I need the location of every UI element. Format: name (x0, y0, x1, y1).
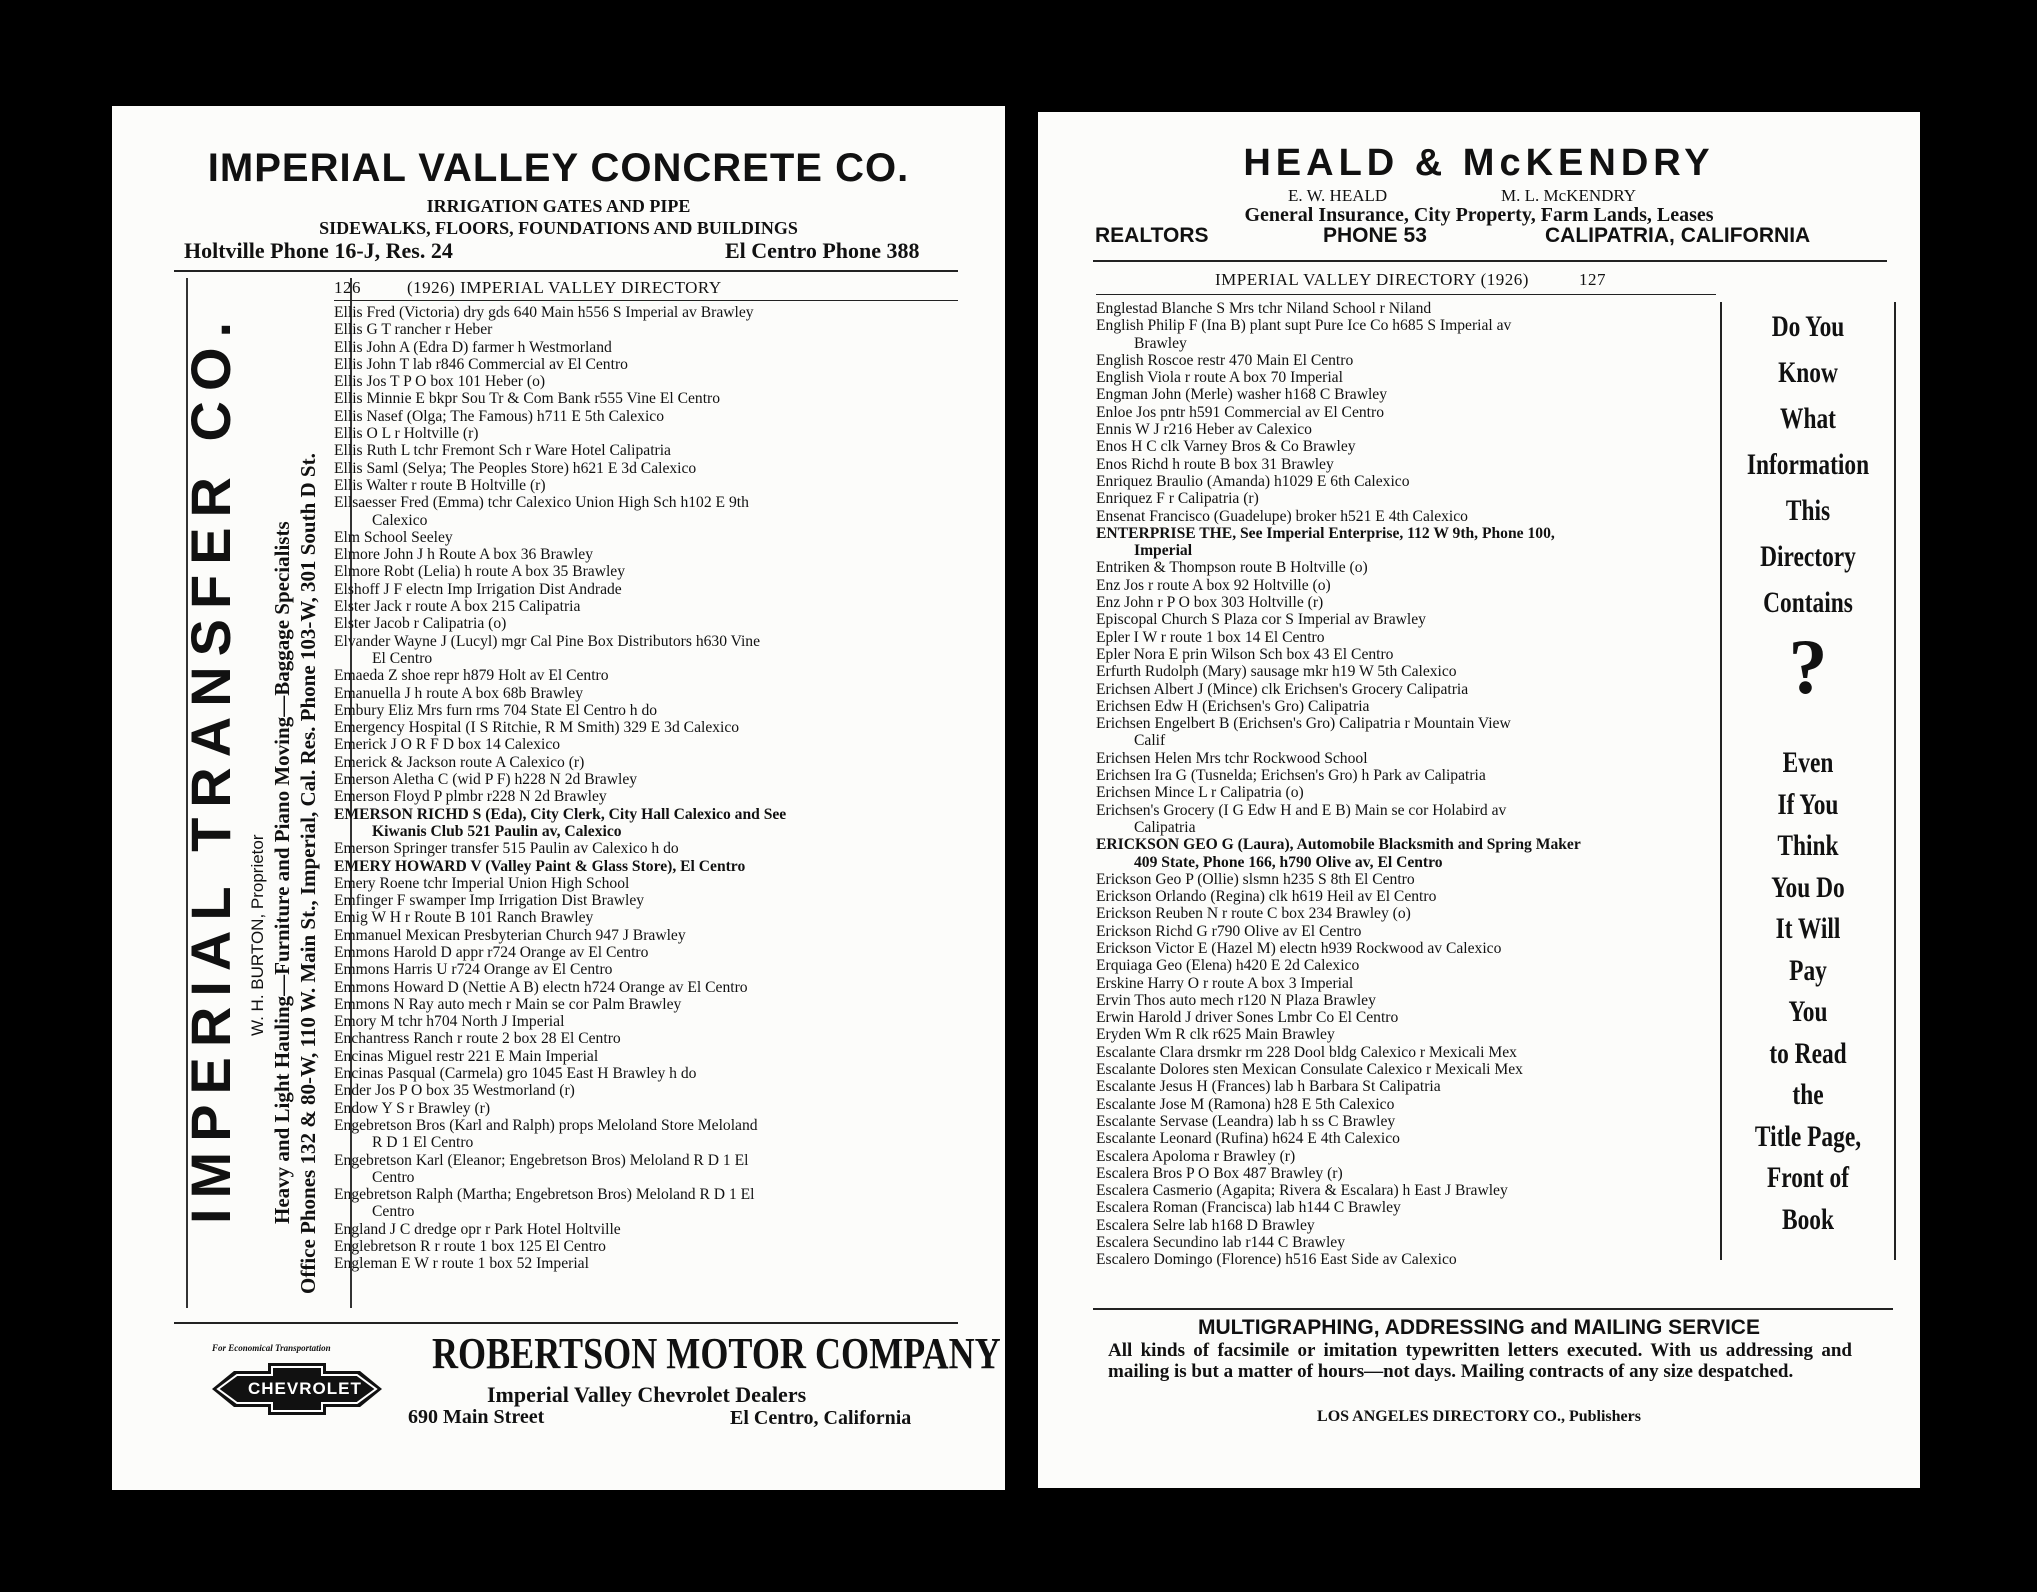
directory-entry (334, 719, 974, 736)
entry-text: Entriken & Thompson route B Holtville (o) (1096, 559, 1368, 577)
directory-entry (1096, 317, 1716, 352)
entry-text: Emerick & Jackson route A Calexico (r) (334, 753, 585, 771)
directory-entry (1096, 992, 1716, 1009)
entry-continuation: R D 1 El Centro (372, 1134, 474, 1152)
left-directory-listing (334, 304, 974, 1273)
entry-text: English Roscoe restr 470 Main El Centro (1096, 351, 1354, 369)
directory-entry (1096, 905, 1716, 922)
entry-text: Ellis Nasef (Olga; The Famous) h711 E 5th Calexico (334, 407, 665, 425)
entry-text: Ellis O L r Holtville (r) (334, 425, 479, 443)
robertson-motor-address: 690 Main Street (408, 1406, 545, 1428)
entry-text: Ellis Fred (Victoria) dry gds 640 Main h556 S Imperial av Brawley (334, 304, 754, 321)
entry-text: Ellis Jos T P O box 101 Heber (o) (334, 373, 546, 391)
directory-entry (334, 1013, 974, 1030)
directory-entry (334, 1117, 974, 1152)
entry-text: Escalante Dolores sten Mexican Consulate Calexico r Mexicali Mex (1096, 1061, 1523, 1079)
directory-entry (334, 598, 974, 615)
directory-entry (334, 477, 974, 494)
directory-entry (1096, 646, 1716, 663)
promo-line: If You (1777, 787, 1839, 821)
directory-entry (1096, 594, 1716, 611)
entry-text: Enriquez F r Calipatria (r) (1096, 490, 1259, 508)
directory-entry (1096, 456, 1716, 473)
concrete-co-line2: SIDEWALKS, FLOORS, FOUNDATIONS AND BUILDINGS (319, 218, 798, 238)
entry-text: Escalera Apoloma r Brawley (r) (1096, 1147, 1296, 1165)
entry-text: Elmore Robt (Lelia) h route A box 35 Brawley (334, 563, 626, 581)
entry-text: Emmons Harris U r724 Orange av El Centro (334, 961, 613, 979)
directory-entry (334, 633, 974, 668)
promo-line: to Read (1769, 1036, 1847, 1070)
right-header-rule (1093, 260, 1887, 262)
entry-text: Elster Jack r route A box 215 Calipatria (334, 598, 581, 616)
directory-entry (334, 615, 974, 632)
directory-entry (1096, 369, 1716, 386)
entry-text: Elshoff J F electn Imp Irrigation Dist Andrade (334, 580, 622, 598)
directory-entry (334, 1255, 974, 1272)
directory-entry (334, 961, 974, 978)
promo-line: What (1780, 402, 1836, 435)
entry-text: Engebretson Bros (Karl and Ralph) props Meloland Store Meloland (334, 1116, 758, 1134)
entry-text: Erickson Geo P (Ollie) slsmn h235 S 8th El Centro (1096, 870, 1415, 888)
entry-text: ERICKSON GEO G (Laura), Automobile Blacksmith and Spring Maker (1096, 836, 1581, 854)
directory-entry (1096, 1217, 1716, 1234)
entry-text: Ender Jos P O box 35 Westmorland (r) (334, 1082, 575, 1100)
entry-text: Erichsen Engelbert B (Erichsen's Gro) Calipatria r Mountain View (1096, 715, 1511, 733)
entry-text: Emmons N Ray auto mech r Main se cor Palm Brawley (334, 995, 682, 1013)
left-page (112, 106, 1005, 1490)
directory-entry (334, 892, 974, 909)
left-running-head (334, 278, 768, 298)
directory-entry (334, 702, 974, 719)
promo-line: Know (1778, 356, 1838, 389)
chevrolet-tagline: For Economical Transportation (212, 1343, 331, 1353)
directory-entry (1096, 1234, 1716, 1251)
directory-entry (334, 685, 974, 702)
directory-entry (334, 736, 974, 753)
entry-text: Erichsen Ira G (Tusnelda; Erichsen's Gro) h Park av Calipatria (1096, 767, 1486, 785)
entry-text: Escalera Selre lab h168 D Brawley (1096, 1216, 1315, 1234)
directory-entry (1096, 663, 1716, 680)
directory-entry (334, 806, 974, 841)
directory-entry (334, 771, 974, 788)
entry-text: Engebretson Karl (Eleanor; Engebretson Bros) Meloland R D 1 El (334, 1151, 749, 1169)
entry-text: Eryden Wm R clk r625 Main Brawley (1096, 1026, 1335, 1044)
directory-entry (1096, 871, 1716, 888)
directory-entry (334, 339, 974, 356)
entry-text: EMERSON RICHD S (Eda), City Clerk, City Hall Calexico and See (334, 805, 787, 823)
entry-text: Escalante Servase (Leandra) lab h ss C Brawley (1096, 1112, 1396, 1130)
directory-entry (1096, 1165, 1716, 1182)
directory-entry (334, 425, 974, 442)
entry-text: Enloe Jos pntr h591 Commercial av El Centro (1096, 403, 1384, 421)
publisher-line: LOS ANGELES DIRECTORY CO., Publishers (1317, 1408, 1641, 1425)
entry-text: Escalante Jose M (Ramona) h28 E 5th Calexico (1096, 1095, 1395, 1113)
entry-continuation: 409 State, Phone 166, h790 Olive av, El Centro (1134, 853, 1443, 871)
entry-text: Erickson Richd G r790 Olive av El Centro (1096, 922, 1362, 940)
entry-text: Encinas Pasqual (Carmela) gro 1045 East H Brawley h do (334, 1065, 697, 1083)
directory-entry (1096, 386, 1716, 403)
concrete-co-phone-left: Holtville Phone 16-J, Res. 24 (184, 238, 453, 263)
entry-text: Erskine Harry O r route A box 3 Imperial (1096, 974, 1354, 992)
entry-text: Escalero Domingo (Florence) h516 East Side av Calexico (1096, 1251, 1457, 1269)
entry-text: EMERY HOWARD V (Valley Paint & Glass Store), El Centro (334, 857, 746, 875)
entry-text: Ellsaesser Fred (Emma) tchr Calexico Union High Sch h102 E 9th (334, 494, 749, 512)
right-listing-top-rule (1096, 294, 1716, 295)
directory-entry (1096, 1026, 1716, 1043)
entry-text: Englestad Blanche S Mrs tchr Niland School r Niland (1096, 300, 1432, 317)
entry-text: Episcopal Church S Plaza cor S Imperial av Brawley (1096, 611, 1426, 629)
entry-text: Erichsen Edw H (Erichsen's Gro) Calipatria (1096, 697, 1370, 715)
entry-text: Escalante Leonard (Rufina) h624 E 4th Calexico (1096, 1130, 1400, 1148)
directory-entry (334, 408, 974, 425)
directory-entry (1096, 802, 1716, 837)
directory-entry (334, 460, 974, 477)
directory-entry (1096, 940, 1716, 957)
directory-entry (334, 840, 974, 857)
running-head-text: IMPERIAL VALLEY DIRECTORY (1926) (1215, 270, 1529, 289)
promo-line: Think (1777, 829, 1839, 862)
directory-entry (334, 1238, 974, 1255)
directory-entry (334, 321, 974, 338)
directory-entry (1096, 1251, 1716, 1268)
page-number: 127 (1578, 270, 1606, 289)
entry-continuation: Kiwanis Club 521 Paulin av, Calexico (372, 822, 622, 840)
entry-continuation: Imperial (1134, 542, 1193, 560)
directory-entry (334, 909, 974, 926)
concrete-co-phone-right: El Centro Phone 388 (725, 238, 920, 263)
directory-entry (334, 667, 974, 684)
directory-entry (1096, 473, 1716, 490)
directory-entry (1096, 888, 1716, 905)
entry-continuation: Calipatria (1134, 818, 1196, 836)
entry-text: Erichsen Helen Mrs tchr Rockwood School (1096, 749, 1368, 767)
directory-entry (1096, 698, 1716, 715)
directory-entry (334, 979, 974, 996)
entry-text: Enos H C clk Varney Bros & Co Brawley (1096, 438, 1356, 456)
directory-entry (1096, 1061, 1716, 1078)
directory-entry (1096, 1044, 1716, 1061)
directory-entry (334, 442, 974, 459)
directory-entry (1096, 300, 1716, 317)
promo-line: Front of (1766, 1161, 1850, 1194)
header-rule (174, 270, 958, 272)
entry-text: Endow Y S r Brawley (r) (334, 1099, 491, 1117)
promo-line: Title Page, (1754, 1119, 1862, 1153)
entry-text: Ellis Walter r route B Holtville (r) (334, 476, 546, 494)
entry-text: Ellis Ruth L tchr Fremont Sch r Ware Hotel Calipatria (334, 442, 671, 460)
entry-text: Emmons Harold D appr r724 Orange av El Centro (334, 943, 649, 961)
promo-line: the (1792, 1078, 1824, 1111)
entry-text: Epler Nora E prin Wilson Sch box 43 El Centro (1096, 645, 1394, 663)
right-running-head (1215, 270, 1606, 290)
entry-text: Emaeda Z shoe repr h879 Holt av El Centro (334, 667, 609, 685)
directory-entry (1096, 438, 1716, 455)
promo-line: You (1788, 995, 1828, 1028)
entry-text: Erfurth Rudolph (Mary) sausage mkr h19 W 5th Calexico (1096, 663, 1457, 681)
directory-entry (334, 944, 974, 961)
entry-text: Enz John r P O box 303 Holtville (r) (1096, 594, 1324, 612)
entry-continuation: Centro (372, 1203, 415, 1221)
directory-entry (334, 1100, 974, 1117)
directory-entry (1096, 750, 1716, 767)
entry-text: Enos Richd h route B box 31 Brawley (1096, 455, 1334, 473)
mckendry-name: M. L. McKENDRY (1501, 186, 1637, 205)
promo-question-mark: ? (1788, 623, 1828, 710)
entry-text: Emerick J O R F D box 14 Calexico (334, 736, 561, 754)
entry-text: Ensenat Francisco (Guadelupe) broker h521 E 4th Calexico (1096, 507, 1468, 525)
directory-entry (334, 304, 974, 321)
directory-entry (1096, 525, 1716, 560)
entry-text: Erichsen's Grocery (I G Edw H and E B) Main se cor Holabird av (1096, 801, 1507, 819)
directory-entry (334, 581, 974, 598)
heald-name: E. W. HEALD (1288, 186, 1388, 205)
entry-text: Erquiaga Geo (Elena) h420 E 2d Calexico (1096, 957, 1360, 975)
entry-text: Emanuella J h route A box 68b Brawley (334, 684, 584, 702)
entry-text: Escalante Clara drsmkr rm 228 Dool bldg Calexico r Mexicali Mex (1096, 1043, 1517, 1061)
directory-entry (334, 996, 974, 1013)
chevrolet-logo-text: CHEVROLET (248, 1379, 362, 1398)
entry-text: Emerson Springer transfer 515 Paulin av Calexico h do (334, 840, 679, 858)
transfer-co-services: Heavy and Light Hauling—Furniture and Piano Moving—Baggage Specialists (270, 521, 294, 1224)
directory-entry (1096, 559, 1716, 576)
directory-entry (334, 373, 974, 390)
entry-text: English Viola r route A box 70 Imperial (1096, 369, 1343, 387)
concrete-co-title: IMPERIAL VALLEY CONCRETE CO. (207, 146, 910, 190)
promo-line: Do You (1771, 310, 1845, 343)
robertson-motor-city: El Centro, California (730, 1407, 912, 1429)
entry-continuation: El Centro (372, 649, 433, 667)
directory-entry (334, 1221, 974, 1238)
heald-mckendry-title: HEALD & McKENDRY (1243, 142, 1715, 184)
transfer-co-phones: Office Phones 132 & 80-W, 110 W. Main St., Imperial, Cal. Res. Phone 103-W, 301 South D St. (296, 453, 320, 1294)
directory-entry (1096, 1009, 1716, 1026)
entry-text: Emerson Aletha C (wid P F) h228 N 2d Brawley (334, 771, 638, 789)
heald-mckendry-services: General Insurance, City Property, Farm Lands, Leases (1244, 204, 1714, 226)
entry-text: Escalera Bros P O Box 487 Brawley (r) (1096, 1164, 1343, 1182)
right-directory-listing (1096, 300, 1716, 1269)
entry-continuation: Centro (372, 1168, 415, 1186)
entry-text: Embury Eliz Mrs furn rms 704 State El Centro h do (334, 701, 658, 719)
realtors-label: REALTORS (1095, 224, 1209, 247)
entry-text: Ellis G T rancher r Heber (334, 321, 493, 339)
concrete-co-line1: IRRIGATION GATES AND PIPE (426, 196, 691, 216)
entry-text: Engebretson Ralph (Martha; Engebretson Bros) Meloland R D 1 El (334, 1186, 755, 1204)
entry-text: England J C dredge opr r Park Hotel Holtville (334, 1220, 621, 1238)
promo-line: This (1785, 494, 1831, 527)
heald-mckendry-city: CALIPATRIA, CALIFORNIA (1545, 224, 1811, 247)
entry-text: Emfinger F swamper Imp Irrigation Dist Brawley (334, 892, 645, 910)
transfer-co-title: IMPERIAL TRANSFER CO. (179, 311, 242, 1224)
entry-text: Engman John (Merle) washer h168 C Brawley (1096, 386, 1388, 404)
directory-entry (334, 858, 974, 875)
directory-entry (1096, 767, 1716, 784)
directory-entry (1096, 836, 1716, 871)
entry-text: Ellis Minnie E bkpr Sou Tr & Com Bank r555 Vine El Centro (334, 390, 721, 408)
directory-entry (1096, 490, 1716, 507)
entry-text: Emergency Hospital (I S Ritchie, R M Smith) 329 E 3d Calexico (334, 719, 740, 737)
entry-text: Ellis John T lab r846 Commercial av El Centro (334, 355, 628, 373)
entry-text: Engleman E W r route 1 box 52 Imperial (334, 1255, 589, 1273)
entry-text: Enchantress Ranch r route 2 box 28 El Centro (334, 1030, 621, 1048)
entry-text: Ennis W J r216 Heber av Calexico (1096, 421, 1312, 439)
promo-line: Pay (1789, 953, 1827, 987)
directory-entry (334, 546, 974, 563)
entry-text: Englebretson R r route 1 box 125 El Centro (334, 1238, 606, 1256)
directory-entry (334, 875, 974, 892)
entry-text: Erwin Harold J driver Sones Lmbr Co El Centro (1096, 1009, 1399, 1027)
entry-text: Escalera Casmerio (Agapita; Rivera & Escalara) h East J Brawley (1096, 1182, 1508, 1200)
directory-entry (1096, 1130, 1716, 1147)
directory-entry (334, 754, 974, 771)
entry-continuation: Calif (1134, 732, 1166, 750)
directory-entry (1096, 1199, 1716, 1216)
promo-line: Directory (1760, 540, 1856, 573)
right-footer-rule (1093, 1308, 1893, 1310)
entry-text: Emig W H r Route B 101 Ranch Brawley (334, 909, 594, 927)
entry-text: Elvander Wayne J (Lucyl) mgr Cal Pine Box Distributors h630 Vine (334, 632, 760, 650)
directory-promo-box (1720, 302, 1896, 1260)
directory-entry (1096, 1078, 1716, 1095)
entry-text: Erickson Victor E (Hazel M) electn h939 Rockwood av Calexico (1096, 939, 1502, 957)
directory-entry (1096, 957, 1716, 974)
directory-entry (1096, 508, 1716, 525)
directory-entry (1096, 784, 1716, 801)
entry-text: Elster Jacob r Calipatria (o) (334, 615, 507, 633)
directory-entry (1096, 611, 1716, 628)
directory-entry (334, 1186, 974, 1221)
heald-mckendry-phone: PHONE 53 (1323, 224, 1427, 247)
directory-entry (1096, 421, 1716, 438)
directory-entry (334, 1152, 974, 1187)
entry-text: Erickson Orlando (Regina) clk h619 Heil av El Centro (1096, 888, 1437, 906)
directory-entry (334, 563, 974, 580)
entry-text: Erichsen Albert J (Mince) clk Erichsen's Grocery Calipatria (1096, 680, 1469, 698)
page-number: 126 (334, 278, 361, 297)
entry-text: Epler I W r route 1 box 14 El Centro (1096, 628, 1325, 646)
directory-entry (334, 494, 974, 529)
mailing-service-body: All kinds of facsimile or imitation typewritten letters executed. With us addressing and mailing is but a matter of hours—not days. Mailing contracts of any size despatched. (1108, 1340, 1852, 1382)
directory-entry (334, 1082, 974, 1099)
directory-entry (334, 1065, 974, 1082)
directory-entry (1096, 577, 1716, 594)
entry-text: Erichsen Mince L r Calipatria (o) (1096, 784, 1304, 802)
footer-rule (174, 1322, 958, 1324)
entry-text: Ervin Thos auto mech r120 N Plaza Brawley (1096, 991, 1376, 1009)
entry-text: Emory M tchr h704 North J Imperial (334, 1013, 565, 1031)
promo-line: It Will (1775, 912, 1841, 945)
entry-text: Ellis John A (Edra D) farmer h Westmorland (334, 338, 612, 356)
directory-entry (1096, 1148, 1716, 1165)
right-page (1038, 112, 1920, 1488)
directory-entry (1096, 629, 1716, 646)
directory-entry (1096, 923, 1716, 940)
directory-entry (334, 1048, 974, 1065)
entry-text: Elm School Seeley (334, 528, 453, 546)
entry-text: Escalera Roman (Francisca) lab h144 C Brawley (1096, 1199, 1401, 1217)
entry-text: Enriquez Braulio (Amanda) h1029 E 6th Calexico (1096, 472, 1410, 490)
directory-entry (334, 529, 974, 546)
entry-text: ENTERPRISE THE, See Imperial Enterprise, 112 W 9th, Phone 100, (1096, 524, 1555, 542)
directory-entry (1096, 715, 1716, 750)
directory-entry (334, 1030, 974, 1047)
directory-entry (334, 390, 974, 407)
entry-continuation: Brawley (1134, 334, 1187, 352)
transfer-co-proprietor: W. H. BURTON, Proprietor (248, 834, 267, 1036)
promo-line: Even (1782, 746, 1834, 779)
entry-text: Elmore John J h Route A box 36 Brawley (334, 546, 594, 564)
running-head-text: (1926) IMPERIAL VALLEY DIRECTORY (407, 278, 722, 297)
entry-continuation: Calexico (372, 511, 428, 529)
promo-line: Book (1781, 1202, 1835, 1236)
promo-line: Contains (1763, 586, 1853, 619)
entry-text: Emerson Floyd P plmbr r228 N 2d Brawley (334, 788, 607, 806)
robertson-motor-title: ROBERTSON MOTOR COMPANY (432, 1329, 1001, 1378)
entry-text: Emmanuel Mexican Presbyterian Church 947 J Brawley (334, 926, 686, 944)
promo-line: Information (1746, 448, 1870, 481)
entry-text: Encinas Miguel restr 221 E Main Imperial (334, 1047, 599, 1065)
directory-entry (334, 927, 974, 944)
directory-entry (334, 356, 974, 373)
directory-entry (1096, 1096, 1716, 1113)
directory-entry (1096, 404, 1716, 421)
entry-text: English Philip F (Ina B) plant supt Pure Ice Co h685 S Imperial av (1096, 317, 1512, 335)
entry-text: Emery Roene tchr Imperial Union High School (334, 874, 630, 892)
entry-text: Escalante Jesus H (Frances) lab h Barbara St Calipatria (1096, 1078, 1441, 1096)
directory-entry (1096, 975, 1716, 992)
entry-text: Emmons Howard D (Nettie A B) electn h724 Orange av El Centro (334, 978, 748, 996)
directory-entry (1096, 1113, 1716, 1130)
entry-text: Ellis Saml (Selya; The Peoples Store) h621 E 3d Calexico (334, 459, 697, 477)
promo-line: You Do (1771, 870, 1845, 904)
directory-entry (334, 788, 974, 805)
directory-entry (1096, 1182, 1716, 1199)
entry-text: Erickson Reuben N r route C box 234 Brawley (o) (1096, 905, 1411, 923)
listing-top-rule (334, 300, 958, 301)
robertson-motor-subtitle: Imperial Valley Chevrolet Dealers (487, 1382, 807, 1407)
directory-entry (1096, 681, 1716, 698)
mailing-service-title: MULTIGRAPHING, ADDRESSING and MAILING SERVICE (1198, 1316, 1760, 1339)
entry-text: Escalera Secundino lab r144 C Brawley (1096, 1234, 1345, 1252)
directory-entry (1096, 352, 1716, 369)
entry-text: Enz Jos r route A box 92 Holtville (o) (1096, 576, 1331, 594)
